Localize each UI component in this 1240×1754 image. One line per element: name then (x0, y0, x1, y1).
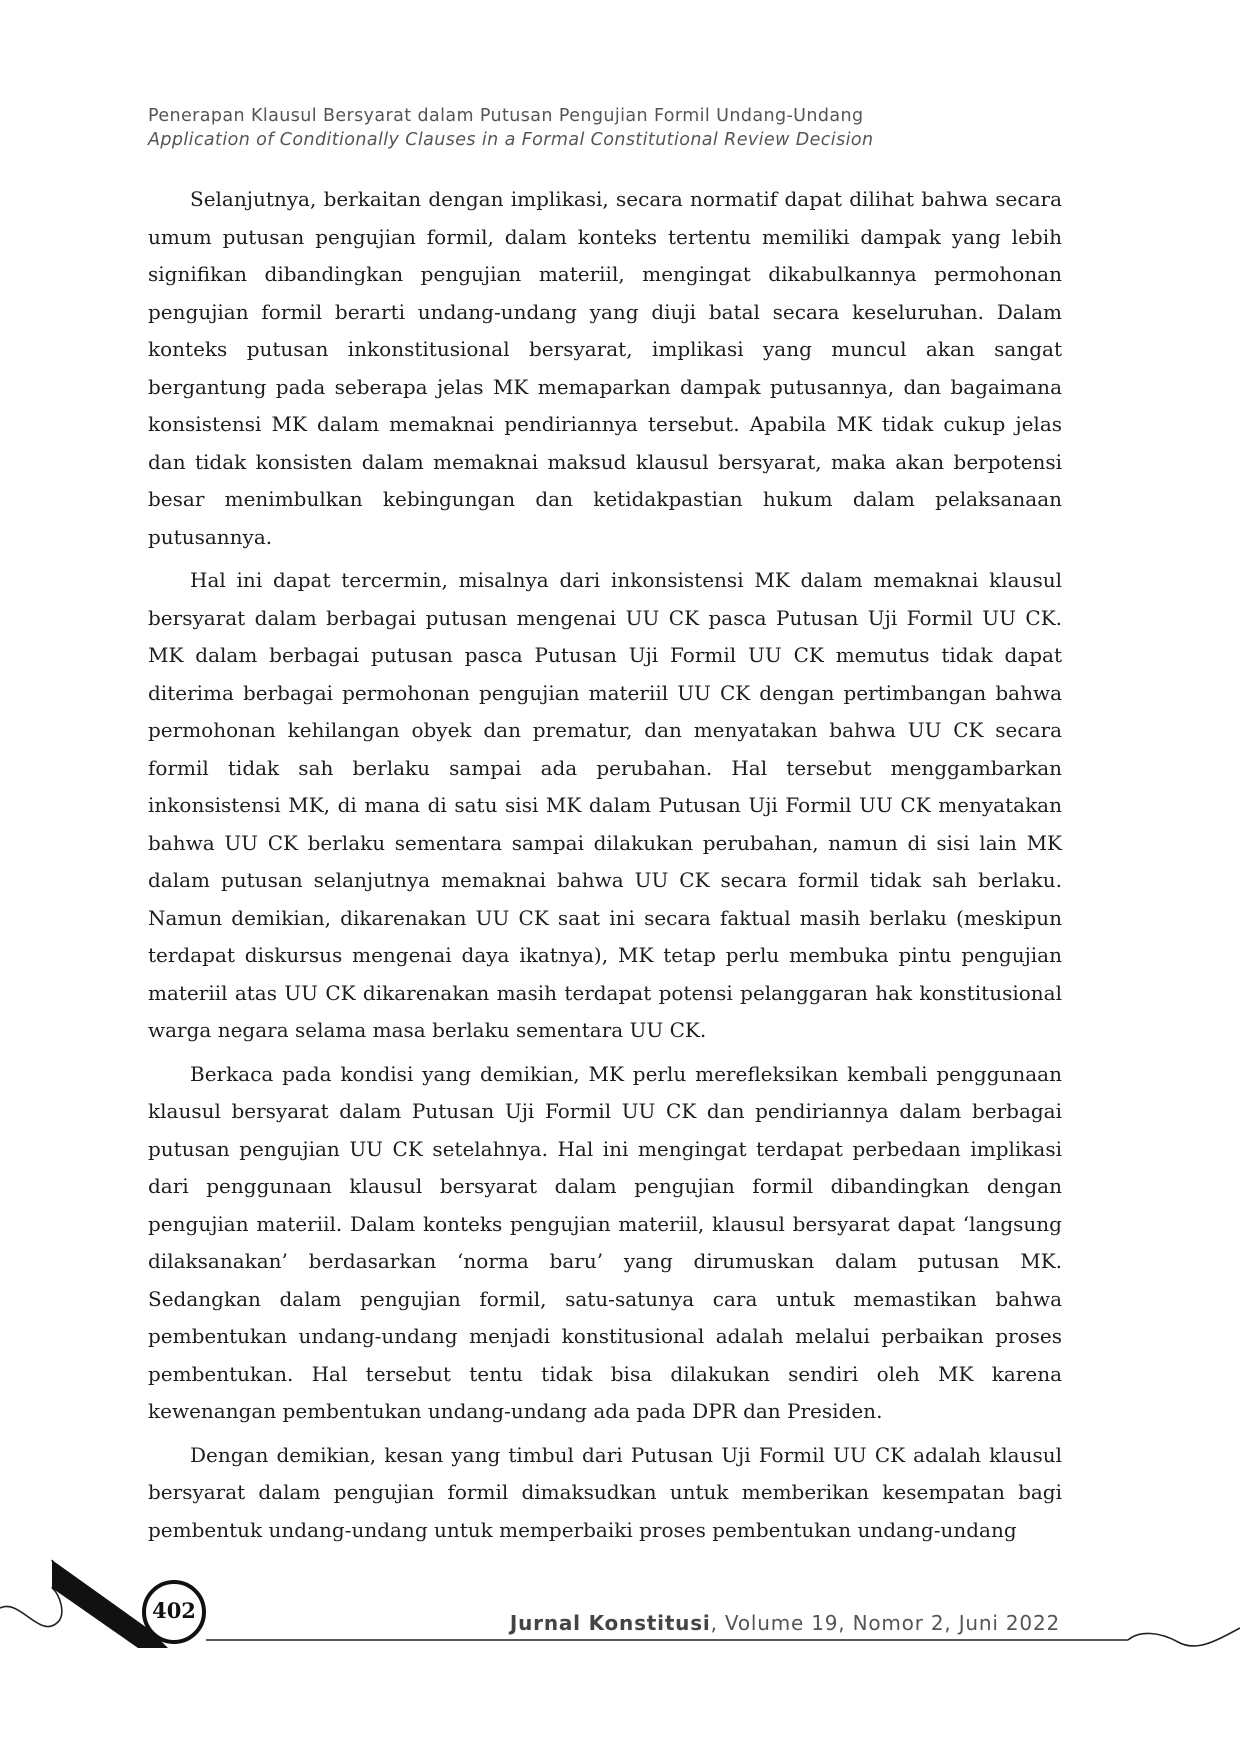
journal-issue: , Volume 19, Nomor 2, Juni 2022 (710, 1611, 1060, 1635)
running-head (148, 104, 1088, 152)
page-number: 402 (152, 1598, 196, 1623)
article-body (148, 181, 1062, 1555)
body-paragraph: Dengan demikian, kesan yang timbul dari Putusan Uji Formil UU CK adalah klausul bersyarat dalam pengujian formil dimaksudkan untuk memberikan kesempatan bagi pembentuk undang-undang untuk memperbaiki proses pembentukan undang-undang (148, 1442, 1062, 1542)
footer-wave-left (0, 1588, 62, 1627)
body-paragraph: Selanjutnya, berkaitan dengan implikasi, secara normatif dapat dilihat bahwa secara umum putusan pengujian formil, dalam konteks tertentu memiliki dampak yang lebih signifikan dibandingkan pengujian materiil, mengingat dikabulkannya permohonan pengujian formil berarti undang-undang yang diuji batal secara keseluruhan. Dalam konteks putusan inkonstitusional bersyarat, implikasi yang muncul akan sangat bergantung pada seberapa jelas MK memaparkan dampak putusannya, dan bagaimana konsistensi MK dalam memaknai pendiriannya tersebut. Apabila MK tidak cukup jelas dan tidak konsisten dalam memaknai maksud klausul bersyarat, maka akan berpotensi besar menimbulkan kebingungan dan ketidakpastian hukum dalam pelaksanaan putusannya. (148, 187, 1062, 549)
journal-name: Jurnal Konstitusi (509, 1611, 711, 1635)
running-head-title-en: Application of Conditionally Clauses in a Formal Constitutional Review Decision (148, 130, 874, 150)
footer-decoration (0, 1530, 1240, 1754)
body-paragraph: Hal ini dapat tercermin, misalnya dari inkonsistensi MK dalam memaknai klausul bersyarat dalam berbagai putusan mengenai UU CK pasca Putusan Uji Formil UU CK. MK dalam berbagai putusan pasca Putusan Uji Formil UU CK memutus tidak dapat diterima berbagai permohonan pengujian materiil UU CK dengan pertimbangan bahwa permohonan kehilangan obyek dan prematur, dan menyatakan bahwa UU CK secara formil tidak sah berlaku sampai ada perubahan. Hal tersebut menggambarkan inkonsistensi MK, di mana di satu sisi MK dalam Putusan Uji Formil UU CK menyatakan bahwa UU CK berlaku sementara sampai dilakukan perubahan, namun di sisi lain MK dalam putusan selanjutnya memaknai bahwa UU CK secara formil tidak sah berlaku. Namun demikian, dikarenakan UU CK saat ini secara faktual masih berlaku (meskipun terdapat diskursus mengenai daya ikatnya), MK tetap perlu membuka pintu pengujian materiil atas UU CK dikarenakan masih terdapat potensi pelanggaran hak konstitusional warga negara selama masa berlaku sementara UU CK. (148, 568, 1062, 1042)
body-paragraph: Berkaca pada kondisi yang demikian, MK perlu merefleksikan kembali penggunaan klausul bersyarat dalam Putusan Uji Formil UU CK dan pendiriannya dalam berbagai putusan pengujian UU CK setelahnya. Hal ini mengingat terdapat perbedaan implikasi dari penggunaan klausul bersyarat dalam pengujian formil dibandingkan dengan pengujian materiil. Dalam konteks pengujian materiil, klausul bersyarat dapat ‘langsung dilaksanakan’ berdasarkan ‘norma baru’ yang dirumuskan dalam putusan MK. Sedangkan dalam pengujian formil, satu-satunya cara untuk memastikan bahwa pembentukan undang-undang menjadi konstitusional adalah melalui perbaikan proses pembentukan. Hal tersebut tentu tidak bisa dilakukan sendiri oleh MK karena kewenangan pembentukan undang-undang ada pada DPR dan Presiden. (148, 1061, 1062, 1423)
journal-citation (510, 1611, 1060, 1635)
running-head-title-id: Penerapan Klausul Bersyarat dalam Putusan Pengujian Formil Undang-Undang (148, 106, 864, 126)
footer-wave-right (1128, 1628, 1240, 1646)
